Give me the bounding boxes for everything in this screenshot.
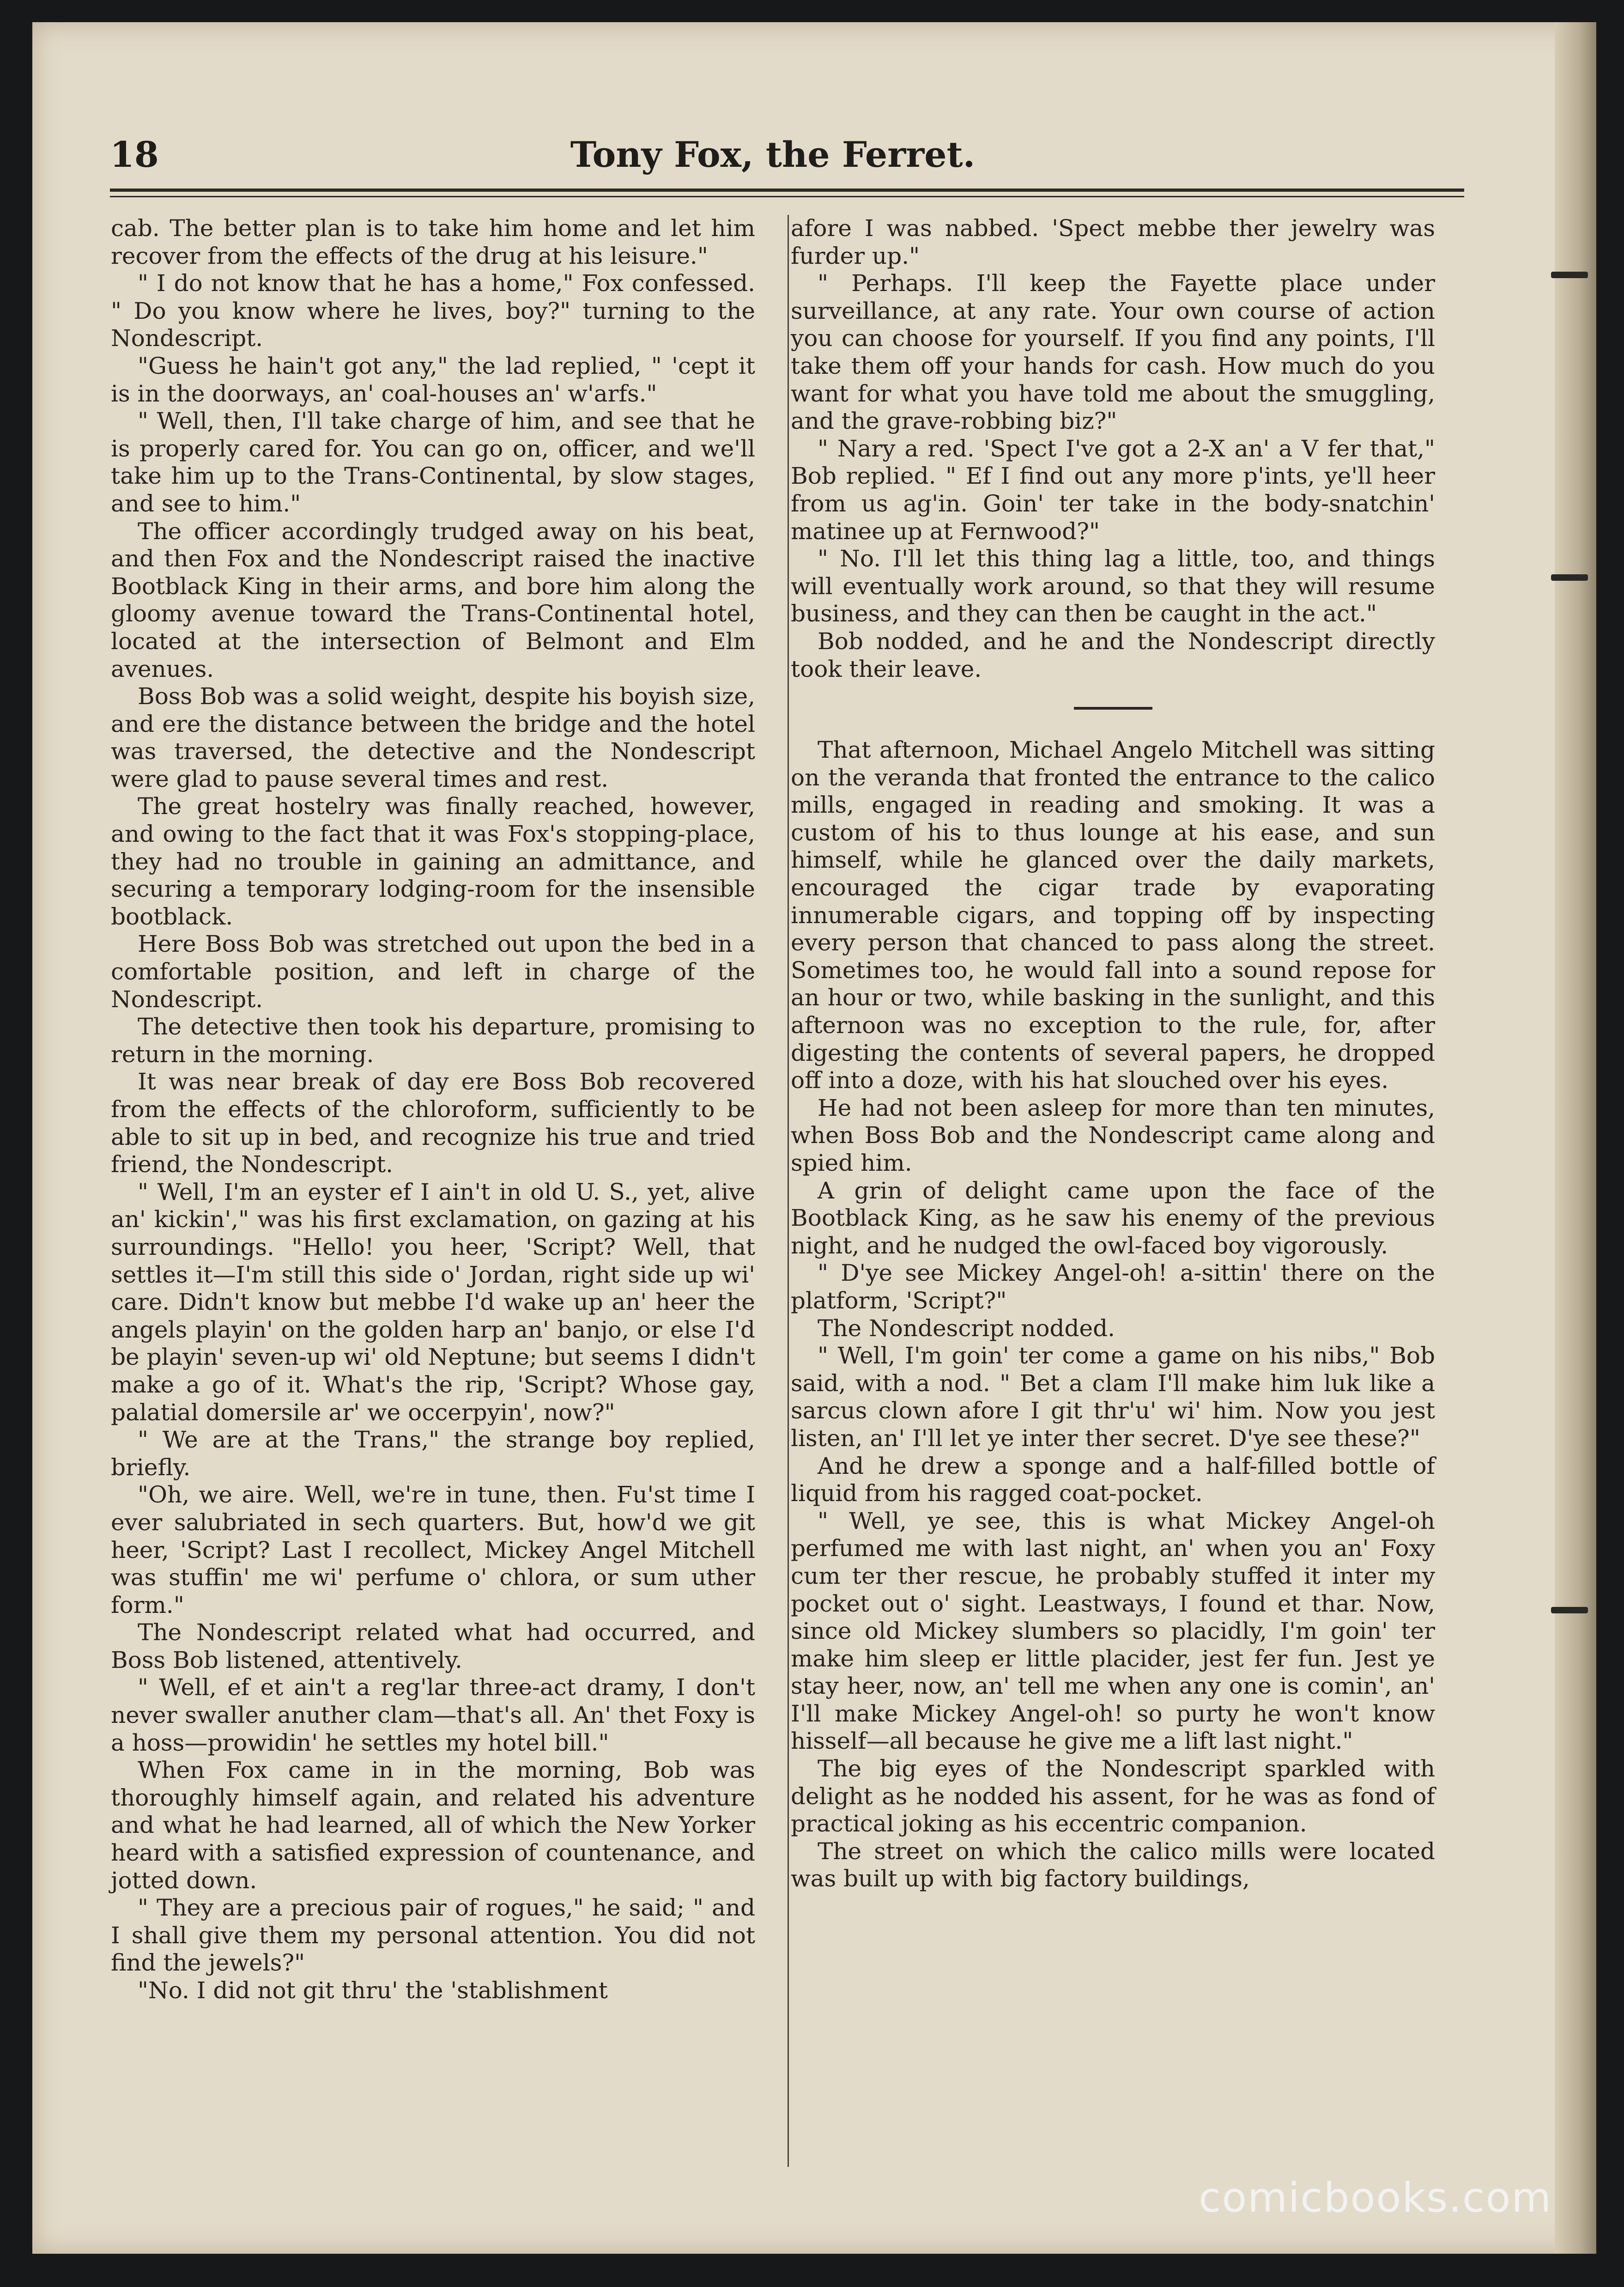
paragraph: " They are a precious pair of rogues," he said; " and I shall give them my personal attention. You did not find the jewels?" <box>111 1894 755 1977</box>
paragraph: "Oh, we aire. Well, we're in tune, then. Fu'st time I ever salubriated in sech quarters. But, how'd we git heer, 'Script? Last I recollect, Mickey Angel Mitchell was stuffin' me wi' perfume o' chlora, or sum uther form." <box>111 1481 755 1618</box>
paragraph: " Nary a red. 'Spect I've got a 2-X an' a V fer that," Bob replied. " Ef I find out any more p'ints, ye'll heer from us ag'in. Goin' ter take in the body-snatchin' matinee up at Fernwood?" <box>791 435 1435 545</box>
paragraph: It was near break of day ere Boss Bob recovered from the effects of the chloroform, sufficiently to be able to sit up in bed, and recognize his true and tried friend, the Nondescript. <box>111 1068 755 1178</box>
paragraph: That afternoon, Michael Angelo Mitchell was sitting on the veranda that fronted the entrance to the calico mills, engaged in reading and smoking. It was a custom of his to thus lounge at his ease, and sun himself, while he glanced over the daily markets, encouraged the cigar trade by evaporating innumerable cigars, and topping off by inspecting every person that chanced to pass along the street. Sometimes too, he would fall into a sound repose for an hour or two, while basking in the sunlight, and this afternoon was no exception to the rule, for, after digesting the contents of several papers, he dropped off into a doze, with his hat slouched over his eyes. <box>791 736 1435 1094</box>
paragraph: Bob nodded, and he and the Nondescript directly took their leave. <box>791 627 1435 682</box>
paragraph: And he drew a sponge and a half-filled bottle of liquid from his ragged coat-pocket. <box>791 1452 1435 1507</box>
header-rule <box>110 189 1464 192</box>
paragraph: The officer accordingly trudged away on his beat, and then Fox and the Nondescript raised the inactive Bootblack King in their arms, and bore him along the gloomy avenue toward the Trans-Continental hotel, located at the intersection of Belmont and Elm avenues. <box>111 517 755 682</box>
paragraph: cab. The better plan is to take him home and let him recover from the effects of the drug at his leisure." <box>111 215 755 269</box>
staple <box>1551 1607 1588 1613</box>
paragraph: " Well, ye see, this is what Mickey Angel-oh perfumed me with last night, an' when you an' Foxy cum ter ther rescue, he probably stuffed it inter my pocket out o' sight. Leastways, I found et thar. Now, since old Mickey slumbers so placidly, I'm goin' ter make him sleep er little placider, jest fer fun. Jest ye stay heer, now, an' tell me when any one is comin', an' I'll make Mickey Angel-oh! so purty he won't know hisself—all because he give me a lift last night." <box>791 1507 1435 1755</box>
page-number: 18 <box>110 134 159 175</box>
paragraph: " Well, I'm goin' ter come a game on his nibs," Bob said, with a nod. " Bet a clam I'll make him luk like a sarcus clown afore I git thr'u' wi' him. Now you jest listen, an' I'll let ye inter ther secret. D'ye see these?" <box>791 1342 1435 1452</box>
paragraph: " I do not know that he has a home," Fox confessed. " Do you know where he lives, boy?" turning to the Nondescript. <box>111 270 755 352</box>
right-column-section-b <box>791 736 1435 1893</box>
column-divider <box>788 215 789 2167</box>
running-title: Tony Fox, the Ferret. <box>570 134 976 175</box>
paragraph: "Guess he hain't got any," the lad replied, " 'cept it is in the doorways, an' coal-houses an' w'arfs." <box>111 352 755 407</box>
paragraph: " Well, ef et ain't a reg'lar three-act dramy, I don't never swaller anuther clam—that's all. An' thet Foxy is a hoss—prowidin' he settles my hotel bill." <box>111 1674 755 1756</box>
paragraph: " We are at the Trans," the strange boy replied, briefly. <box>111 1426 755 1481</box>
paragraph: Here Boss Bob was stretched out upon the bed in a comfortable position, and left in charge of the Nondescript. <box>111 931 755 1013</box>
paragraph: The street on which the calico mills were located was built up with big factory buildings, <box>791 1837 1435 1892</box>
paragraph: " D'ye see Mickey Angel-oh! a-sittin' there on the platform, 'Script?" <box>791 1259 1435 1314</box>
right-column <box>791 215 1435 1893</box>
paragraph: The big eyes of the Nondescript sparkled with delight as he nodded his assent, for he was as fond of practical joking as his eccentric companion. <box>791 1755 1435 1837</box>
paragraph: " No. I'll let this thing lag a little, too, and things will eventually work around, so that they will resume business, and they can then be caught in the act." <box>791 545 1435 627</box>
paragraph: " Well, I'm an eyster ef I ain't in old U. S., yet, alive an' kickin'," was his first exclamation, on gazing at his surroundings. "Hello! you heer, 'Script? Well, that settles it—I'm still this side o' Jordan, right side up wi' care. Didn't know but mebbe I'd wake up an' heer the angels playin' on the golden harp an' banjo, or else I'd be playin' seven-up wi' old Neptune; but seems I didn't make a go of it. What's the rip, 'Script? Whose gay, palatial domersile ar' we occerpyin', now?" <box>111 1178 755 1426</box>
staple <box>1551 574 1588 581</box>
paragraph: He had not been asleep for more than ten minutes, when Boss Bob and the Nondescript came along and spied him. <box>791 1094 1435 1176</box>
paragraph: Boss Bob was a solid weight, despite his boyish size, and ere the distance between the bridge and the hotel was traversed, the detective and the Nondescript were glad to pause several times and rest. <box>111 683 755 792</box>
paragraph: A grin of delight came upon the face of the Bootblack King, as he saw his enemy of the previous night, and he nudged the owl-faced boy vigorously. <box>791 1177 1435 1259</box>
paragraph: The detective then took his departure, promising to return in the morning. <box>111 1013 755 1068</box>
page-binding-edge <box>1555 22 1596 2254</box>
page-header <box>110 134 1436 176</box>
paragraph: The Nondescript nodded. <box>818 1314 1115 1342</box>
paragraph: The great hostelry was finally reached, however, and owing to the fact that it was Fox's stopping-place, they had no trouble in gaining an admittance, and securing a temporary lodging-room for the insensible bootblack. <box>111 793 755 930</box>
section-separator <box>1074 707 1152 710</box>
header-rule-thin <box>110 196 1464 197</box>
paragraph: " Well, then, I'll take charge of him, and see that he is properly cared for. You can go on, officer, and we'll take him up to the Trans-Continental, by slow stages, and see to him." <box>111 408 755 517</box>
staple <box>1551 272 1588 278</box>
left-column <box>111 215 755 2005</box>
right-column-section-a <box>791 215 1435 683</box>
paragraph: When Fox came in in the morning, Bob was thoroughly himself again, and related his adventure and what he had learned, all of which the New Yorker heard with a satisfied expression of countenance, and jotted down. <box>111 1757 755 1894</box>
paragraph: "No. I did not git thru' the 'stablishment <box>138 1977 608 2004</box>
paragraph: afore I was nabbed. 'Spect mebbe ther jewelry was furder up." <box>791 215 1435 269</box>
paragraph: The Nondescript related what had occurred, and Boss Bob listened, attentively. <box>111 1619 755 1673</box>
paragraph: " Perhaps. I'll keep the Fayette place under surveillance, at any rate. Your own course of action you can choose for yourself. If you find any points, I'll take them off your hands for cash. How much do you want for what you have told me about the smuggling, and the grave-robbing biz?" <box>791 270 1435 435</box>
watermark: comicbooks.com <box>1199 2174 1552 2221</box>
